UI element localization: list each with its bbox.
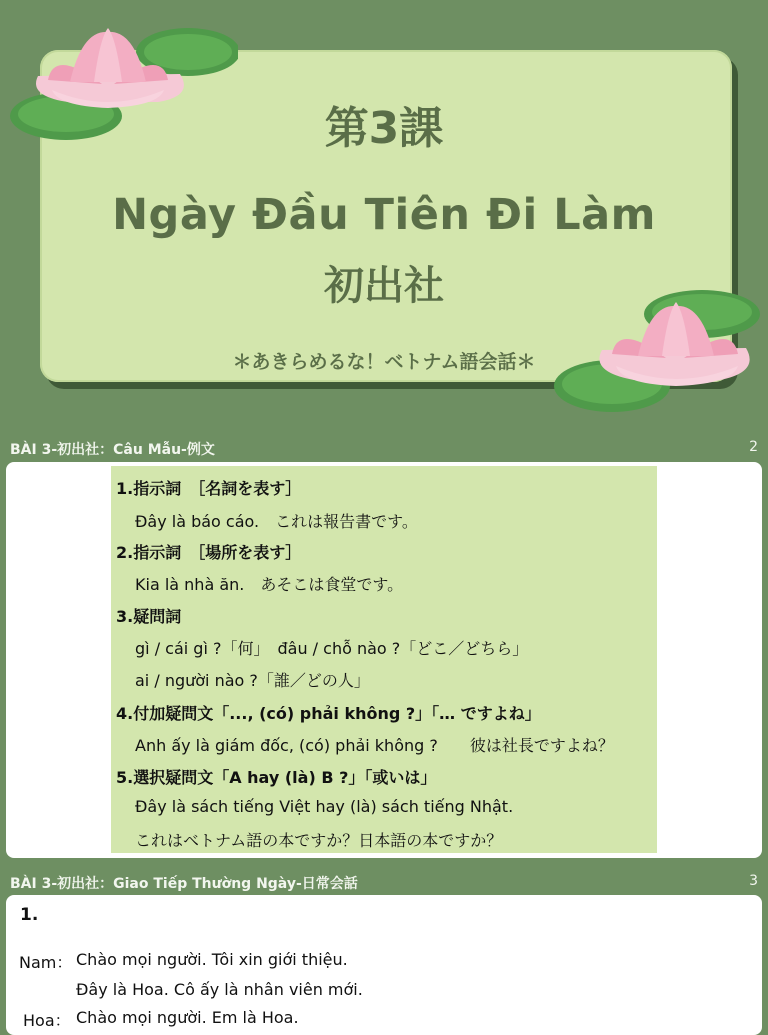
slide-3-page-number: 3 <box>749 873 758 889</box>
slide-3-title: BÀI 3-初出社：Giao Tiếp Thường Ngày-日常会話 <box>10 876 358 892</box>
dialog-number: 1. <box>20 905 39 925</box>
sentence-patterns-box <box>111 466 657 853</box>
slide-2-header <box>0 435 768 461</box>
dialog-speaker: Hoa： <box>23 1011 71 1030</box>
pattern-heading: 2.指示詞 ［場所を表す］ <box>116 543 302 562</box>
dialog-line: Đây là Hoa. Cô ấy là nhân viên mới. <box>76 980 363 999</box>
pattern-heading: 3.疑問詞 <box>116 607 182 626</box>
dialog-line: Chào mọi người. Em là Hoa. <box>76 1008 299 1027</box>
pattern-example: Anh ấy là giám đốc, (có) phải không ? 彼は社長ですよね？ <box>135 736 614 755</box>
cover-slide <box>0 0 768 432</box>
pattern-example: Đây là báo cáo. これは報告書です。 <box>135 512 418 531</box>
dialog-line: Chào mọi người. Tôi xin giới thiệu. <box>76 950 348 969</box>
slide-2-page-number: 2 <box>749 439 758 455</box>
pattern-example: Đây là sách tiếng Việt hay (là) sách tiếng Nhật. <box>135 797 514 816</box>
slide-3-body <box>6 895 762 1035</box>
pattern-example: gì / cái gì ?「何」 đâu / chỗ nào ?「どこ／どちら」 <box>135 639 529 658</box>
pattern-heading: 4.付加疑問文「..., (có) phải không ?」「… ですよね」 <box>116 704 541 723</box>
pattern-heading: 1.指示詞 ［名詞を表す］ <box>116 479 302 498</box>
pattern-heading: 5.選択疑問文「A hay (là) B ?」「或いは」 <box>116 768 437 787</box>
slide-2-title: BÀI 3-初出社：Câu Mẫu-例文 <box>10 442 215 458</box>
slide-2-body <box>6 462 762 858</box>
series-tagline: ＊あきらめるな！ベトナム語会話＊ <box>232 351 536 373</box>
dialog-speaker: Nam： <box>19 953 73 972</box>
lesson-number: 第3課 <box>324 103 444 154</box>
pattern-example: ai / người nào ?「誰／どの人」 <box>135 671 370 690</box>
pattern-example: これはベトナム語の本ですか？日本語の本ですか？ <box>135 831 503 850</box>
lesson-title-japanese: 初出社 <box>324 263 444 309</box>
pattern-example: Kia là nhà ăn. あそこは食堂です。 <box>135 575 404 594</box>
lesson-title-vietnamese: Ngày Đầu Tiên Đi Làm <box>112 190 656 240</box>
slide-3-header <box>0 869 768 895</box>
